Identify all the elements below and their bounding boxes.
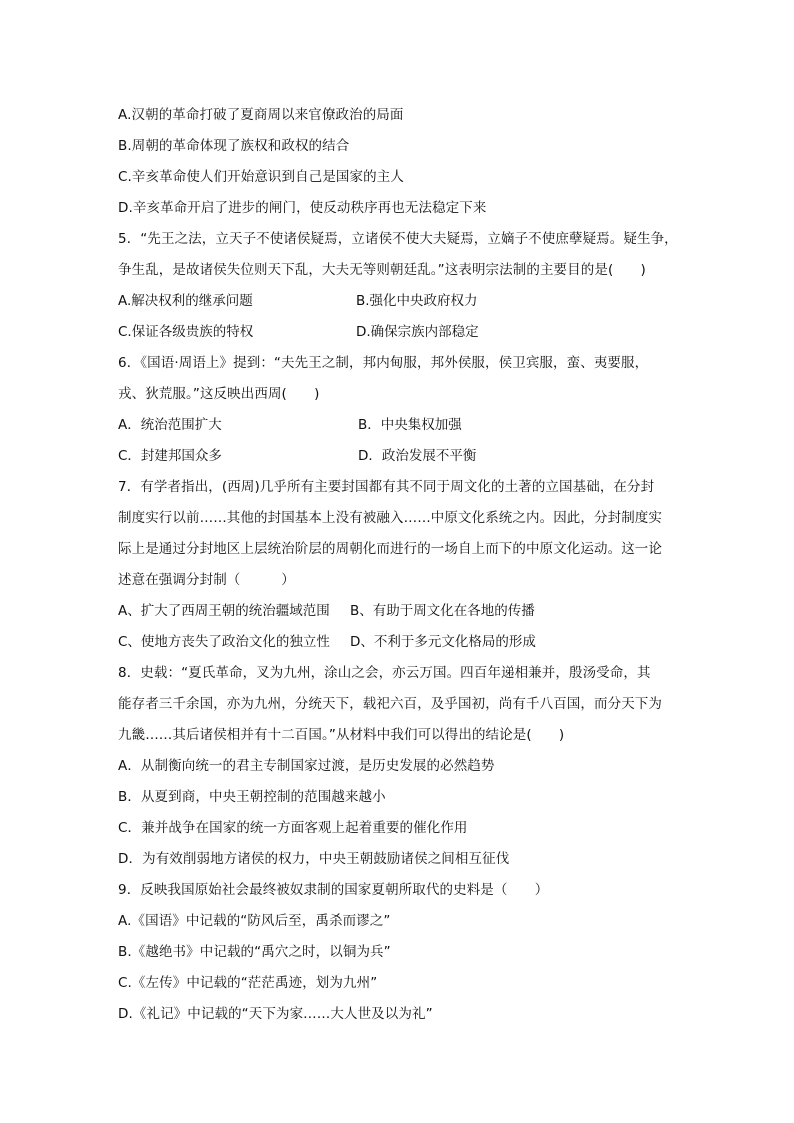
q7-stem-line-4: 述意在强调分封制（ ） (118, 572, 295, 588)
q6-option-b: B．中央集权加强 (358, 417, 462, 433)
q7-option-b: B、有助于周文化在各地的传播 (350, 603, 535, 619)
q9-option-c: C.《左传》中记载的“茫茫禹迹，划为九州” (118, 975, 378, 991)
q8-stem-line-2: 能存者三千余国，亦为九州，分统天下，载祀六百，及乎国初，尚有千八百国，而分天下为 (118, 696, 662, 712)
q9-option-a: A.《国语》中记载的“防风后至，禹杀而谬之” (118, 913, 391, 929)
q7-stem-line-1: 7．有学者指出，(西周)几乎所有主要封国都有其不同于周文化的土著的立国基础，在分封 (118, 479, 655, 495)
q7-stem-line-3: 际上是通过分封地区上层统治阶层的周朝化而进行的一场自上而下的中原文化运动。这一论 (118, 541, 662, 557)
q9-option-b: B.《越绝书》中记载的“禹穴之时，以铜为兵” (118, 944, 391, 960)
q6-options-row-1 (118, 410, 678, 441)
q6-option-c: C．封建邦国众多 (118, 448, 222, 464)
q6-option-a: A．统治范围扩大 (118, 417, 222, 433)
q8-option-a: A．从制衡向统一的君主专制国家过渡，是历史发展的必然趋势 (118, 758, 495, 774)
q7-option-a: A、扩大了西周王朝的统治疆域范围 (118, 603, 330, 619)
q7-option-d: D、不利于多元文化格局的形成 (350, 634, 536, 650)
q8-stem-line-3: 九畿……其后诸侯相并有十二百国。”从材料中我们可以得出的结论是( ) (118, 727, 565, 743)
question-content (118, 100, 678, 1030)
q5-option-a: A.解决权利的继承问题 (118, 293, 253, 309)
q4-option-a: A.汉朝的革命打破了夏商周以来官僚政治的局面 (118, 107, 404, 123)
q7-stem-line-2: 制度实行以前……其他的封国基本上没有被融入……中原文化系统之内。因此，分封制度实 (118, 510, 662, 526)
q5-options-row-1 (118, 286, 678, 317)
q5-option-b: B.强化中央政府权力 (356, 293, 478, 309)
q6-stem-line-1: 6．《国语·周语上》提到：“夫先王之制，邦内甸服，邦外侯服，侯卫宾服，蛮、夷要服， (118, 355, 649, 371)
q5-option-c: C.保证各级贵族的特权 (118, 324, 254, 340)
q9-option-d: D.《礼记》中记载的“天下为家……大人世及以为礼” (118, 1006, 433, 1022)
q5-stem-line-1: 5．“先王之法，立天子不使诸侯疑焉，立诸侯不使大夫疑焉，立嫡子不使庶孽疑焉。疑生争， (118, 231, 678, 247)
q4-option-c: C.辛亥革命使人们开始意识到自己是国家的主人 (118, 169, 404, 185)
q5-option-d: D.确保宗族内部稳定 (356, 324, 479, 340)
q7-option-c: C、使地方丧失了政治文化的独立性 (118, 634, 330, 650)
q5-stem-line-2: 争生乱，是故诸侯失位则天下乱，大夫无等则朝廷乱。”这表明宗法制的主要目的是( ) (118, 262, 646, 278)
q9-stem-line-1: 9．反映我国原始社会最终被奴隶制的国家夏朝所取代的史料是（ ） (118, 882, 549, 898)
q7-options-row-2 (118, 627, 678, 658)
q6-options-row-2 (118, 441, 678, 472)
q5-options-row-2 (118, 317, 678, 348)
q8-option-b: B．从夏到商，中央王朝控制的范围越来越小 (118, 789, 386, 805)
q6-stem-line-2: 戎、狄荒服。”这反映出西周( ) (118, 386, 320, 402)
q4-option-b: B.周朝的革命体现了族权和政权的结合 (118, 138, 350, 154)
q7-options-row-1 (118, 596, 678, 627)
q8-option-d: D．为有效削弱地方诸侯的权力，中央王朝鼓励诸侯之间相互征伐 (118, 851, 510, 867)
q8-stem-line-1: 8．史载：“夏氏革命，叉为九州，涂山之会，亦云万国。四百年递相兼并，殷汤受命，其 (118, 665, 651, 681)
q8-option-c: C．兼并战争在国家的统一方面客观上起着重要的催化作用 (118, 820, 468, 836)
q4-option-d: D.辛亥革命开启了进步的闸门，使反动秩序再也无法稳定下来 (118, 200, 487, 216)
q6-option-d: D．政治发展不平衡 (358, 448, 477, 464)
